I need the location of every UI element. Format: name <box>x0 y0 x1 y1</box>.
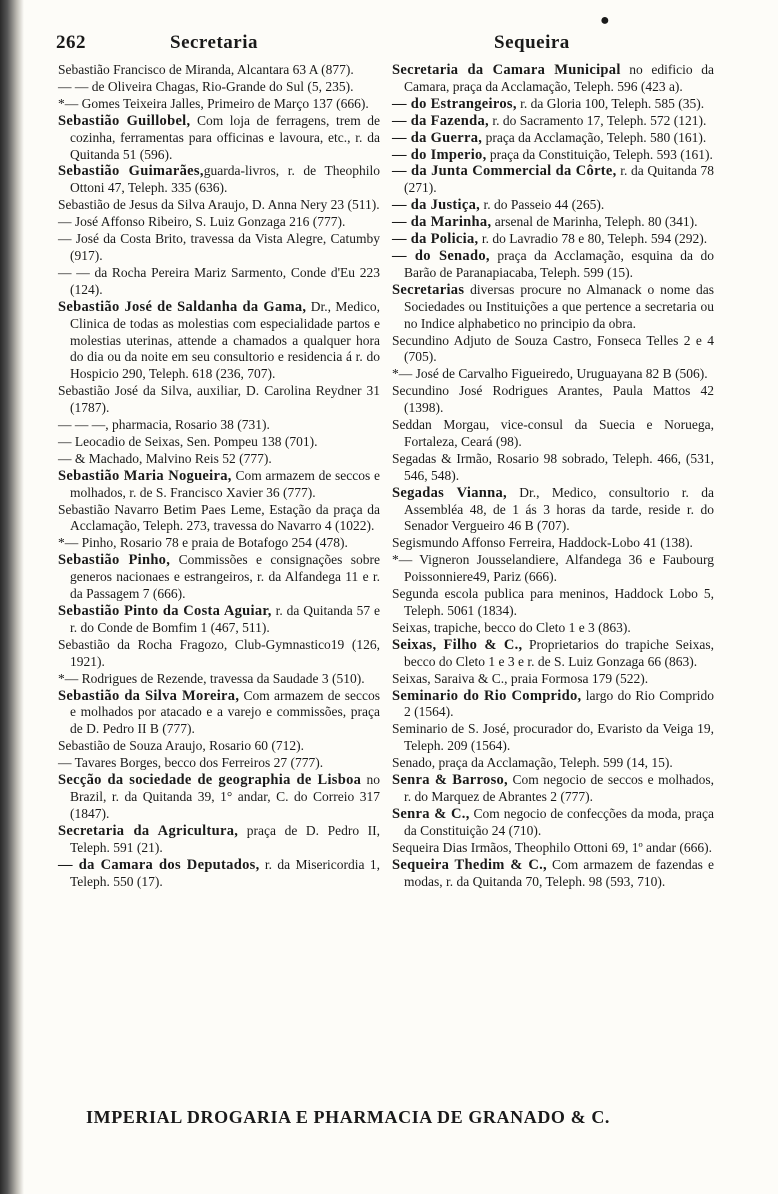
directory-entry <box>58 637 380 671</box>
entry-text: r. do Sacramento 17, Teleph. 572 (121). <box>488 112 707 128</box>
entry-text: — José Affonso Ribeiro, S. Luiz Gonzaga 216 (777). <box>58 214 346 230</box>
directory-entry <box>392 417 714 451</box>
directory-entry <box>392 231 714 248</box>
entry-text: Com loja de ferragens, trem de cozinha, ferramentas para officinas e lavoura, etc., r. da Quitanda 51 (596). <box>70 112 380 162</box>
entry-text: no Brazil, r. da Quitanda 39, 1° andar, C. do Correio 317 (1847). <box>70 772 380 821</box>
entry-text: Proprietarios do trapiche Seixas, becco do Cleto 1 e 3 e r. de S. Luiz Gonzaga 66 (863). <box>404 636 714 669</box>
directory-entry <box>58 671 380 688</box>
directory-entry <box>58 755 380 772</box>
entry-text: Com armazem de seccos e molhados, r. de S. Francisco Xavier 36 (777). <box>70 467 380 500</box>
left-running-head: Secretaria <box>170 32 258 53</box>
entry-name: — da Justiça, <box>392 197 481 214</box>
entry-text: Segadas & Irmão, Rosario 98 sobrado, Teleph. 466, (531, 546, 548). <box>392 450 714 483</box>
entry-name: — do Senado, <box>392 247 490 264</box>
entry-text: r. do Passeio 44 (265). <box>480 197 605 213</box>
entry-text: Sebastião de Souza Araujo, Rosario 60 (712). <box>58 738 304 754</box>
entry-text: — — —, pharmacia, Rosario 38 (731). <box>58 417 270 433</box>
entry-text: arsenal de Marinha, Teleph. 80 (341). <box>491 214 698 230</box>
entry-text: Com negocio de seccos e molhados, r. do Marquez de Abrantes 2 (777). <box>404 772 714 804</box>
directory-entry <box>392 333 714 367</box>
entry-name: Seixas, Filho & C., <box>392 636 523 653</box>
entry-text: diversas procure no Almanack o nome das Sociedades ou Instituições a que pertence a secretaria ou no Indice alphabetico no principio da obra. <box>404 281 714 331</box>
directory-entry <box>392 62 714 96</box>
directory-entry <box>58 552 380 603</box>
entry-text: Com armazem de seccos e molhados por atacado e a varejo e commissões, praça de D. Pedro II B (777). <box>70 687 380 737</box>
directory-entry <box>58 96 380 113</box>
entry-name: Seminario do Rio Comprido, <box>392 687 582 704</box>
directory-entry <box>58 688 380 739</box>
entry-text: guarda-livros, r. de Theophilo Ottoni 47, Teleph. 335 (636). <box>70 163 380 196</box>
entry-text: Com armazem de fazendas e modas, r. da Quitanda 70, Teleph. 98 (593, 710). <box>404 856 715 889</box>
directory-entry <box>58 383 380 417</box>
entry-name: Sebastião Maria Nogueira, <box>58 467 232 484</box>
entry-text: — Tavares Borges, becco dos Ferreiros 27 (777). <box>58 755 324 771</box>
right-running-head: Sequeira <box>494 32 570 53</box>
directory-entry <box>58 772 380 823</box>
directory-entry <box>392 383 714 417</box>
entry-name: Sebastião Pinto da Costa Aguiar, <box>58 603 272 619</box>
entry-name: Sebastião José de Saldanha da Gama, <box>58 298 307 315</box>
directory-entry <box>392 857 714 891</box>
directory-entry <box>58 265 380 299</box>
directory-entry <box>392 147 714 164</box>
entry-text: *— José de Carvalho Figueiredo, Uruguayana 82 B (506). <box>392 366 708 382</box>
entry-name: Sebastião da Silva Moreira, <box>58 687 240 704</box>
entry-name: — da Guerra, <box>392 129 483 146</box>
directory-entry <box>58 79 380 96</box>
directory-entry <box>58 535 380 552</box>
entry-name: — da Marinha, <box>392 214 492 231</box>
directory-entry <box>392 96 714 113</box>
entry-text: Sebastião Navarro Betim Paes Leme, Estação da praça da Acclamação, Teleph. 273, travessa do Navarro 4 (1022). <box>58 501 380 534</box>
directory-entry <box>58 214 380 231</box>
entry-text: praça da Acclamação, Teleph. 580 (161). <box>482 129 707 145</box>
entry-name: Senra & Barroso, <box>392 772 508 789</box>
directory-entry <box>58 163 380 197</box>
entry-text: Sebastião Francisco de Miranda, Alcantara 63 A (877). <box>58 62 354 77</box>
entry-text: Seixas, trapiche, becco do Cleto 1 e 3 (863). <box>392 619 631 635</box>
directory-entry <box>58 299 380 384</box>
entry-text: — José da Costa Brito, travessa da Vista Alegre, Catumby (917). <box>58 231 380 263</box>
entry-text: no edificio da Camara, praça da Acclamação, Teleph. 596 (423 a). <box>404 62 714 94</box>
directory-entry <box>58 502 380 536</box>
entry-text: r. da Quitanda 78 (271). <box>404 163 714 196</box>
entry-text: Com negocio de confecções da moda, praça da Constituição 24 (710). <box>404 805 714 838</box>
entry-text: Seminario de S. José, procurador do, Evaristo da Veiga 19, Teleph. 209 (1564). <box>392 721 714 754</box>
directory-entry <box>392 688 714 722</box>
entry-text: Seddan Morgau, vice-consul da Suecia e Noruega, Fortaleza, Ceará (98). <box>392 417 714 449</box>
entry-text: Seixas, Saraiva & C., praia Formosa 179 (522). <box>392 670 649 686</box>
directory-entry <box>392 637 714 671</box>
entry-text: Sebastião José da Silva, auxiliar, D. Carolina Reydner 31 (1787). <box>58 383 380 416</box>
page-number: 262 <box>56 32 86 53</box>
entry-name: — da Policia, <box>392 231 479 248</box>
directory-entry <box>392 451 714 485</box>
directory-entry <box>58 62 380 79</box>
entry-text: r. da Quitanda 57 e r. do Conde de Bomfim 1 (467, 511). <box>70 603 380 635</box>
entry-name: Secretaria da Agricultura, <box>58 822 239 839</box>
advertisement-footer: IMPERIAL DROGARIA E PHARMACIA DE GRANADO & C. <box>86 1107 611 1127</box>
directory-entry <box>392 721 714 755</box>
entry-text: *— Pinho, Rosario 78 e praia de Botafogo 254 (478). <box>58 535 348 551</box>
entry-name: Sequeira Thedim & C., <box>392 856 547 873</box>
entry-name: — da Junta Commercial da Côrte, <box>392 163 617 180</box>
directory-entry <box>392 248 714 282</box>
left-column <box>58 62 380 890</box>
entry-text: — Leocadio de Seixas, Sen. Pompeu 138 (701). <box>58 433 318 449</box>
entry-name: Sebastião Pinho, <box>58 552 171 569</box>
directory-entry <box>58 738 380 755</box>
entry-text: Sebastião da Rocha Fragozo, Club-Gymnastico19 (126, 1921). <box>58 636 380 669</box>
entry-text: praça de D. Pedro II, Teleph. 591 (21). <box>70 822 381 855</box>
entry-text: Dr., Medico, Clinica de todas as molestias com especialidade partos e molestias uterinas, attende a chamados a qualquer hora do dia ou da noite em seu consultorio e residencia á r. do Hospicio 290, Teleph. 618 (236, 707). <box>70 298 380 382</box>
directory-entry <box>58 857 380 891</box>
entry-name: — da Camara dos Deputados, <box>58 856 260 873</box>
directory-entry <box>58 468 380 502</box>
directory-entry <box>392 772 714 806</box>
entry-name: Segadas Vianna, <box>392 484 507 501</box>
directory-entry <box>392 552 714 586</box>
entry-text: — — de Oliveira Chagas, Rio-Grande do Sul (5, 235). <box>58 78 354 94</box>
directory-entry <box>58 231 380 265</box>
directory-entry <box>392 366 714 383</box>
directory-entry <box>392 130 714 147</box>
directory-entry <box>58 603 380 637</box>
entry-text: Senado, praça da Acclamação, Teleph. 599 (14, 15). <box>392 755 673 771</box>
entry-text: *— Rodrigues de Rezende, travessa da Saudade 3 (510). <box>58 670 365 686</box>
entry-name: Senra & C., <box>392 805 470 822</box>
entry-name: — do Estrangeiros, <box>392 95 517 112</box>
directory-entry <box>58 451 380 468</box>
directory-entry <box>58 434 380 451</box>
directory-entry <box>392 485 714 536</box>
entry-text: Secundino José Rodrigues Arantes, Paula Mattos 42 (1398). <box>392 383 714 416</box>
entry-name: — da Fazenda, <box>392 112 489 129</box>
directory-entry <box>58 823 380 857</box>
entry-text: Commissões e consignações sobre generos nacionaes e estrangeiros, r. da Alfandega 11 e r. da Passagem 7 (666). <box>70 552 381 602</box>
directory-entry <box>392 755 714 772</box>
entry-text: Sequeira Dias Irmãos, Theophilo Ottoni 69, 1º andar (666). <box>392 839 712 855</box>
directory-entry <box>58 417 380 434</box>
entry-text: — — da Rocha Pereira Mariz Sarmento, Conde d'Eu 223 (124). <box>58 264 380 297</box>
entry-text: Segunda escola publica para meninos, Haddock Lobo 5, Teleph. 5061 (1834). <box>392 586 714 618</box>
entry-name: Secção da sociedade de geographia de Lisboa <box>58 772 362 789</box>
directory-entry <box>392 113 714 130</box>
entry-text: Segismundo Affonso Ferreira, Haddock-Lobo 41 (138). <box>392 535 693 551</box>
entry-text: Sebastião de Jesus da Silva Araujo, D. Anna Nery 23 (511). <box>58 197 380 213</box>
entry-text: Secundino Adjuto de Souza Castro, Fonseca Telles 2 e 4 (705). <box>392 332 714 365</box>
directory-entry <box>392 840 714 857</box>
entry-text: Dr., Medico, consultorio r. da Assembléa 48, de 1 ás 3 horas da tarde, reside r. do Senador Vergueiro 46 B (707). <box>404 484 714 534</box>
directory-entry <box>392 671 714 688</box>
directory-entry <box>392 586 714 620</box>
page-mark: ● <box>600 12 610 29</box>
entry-name: Secretarias <box>392 281 465 298</box>
entry-text: *— Vigneron Jousselandiere, Alfandega 36 e Faubourg Poissonniere49, Pariz (666). <box>392 552 714 585</box>
page-binding-shadow <box>0 0 24 1194</box>
directory-entry <box>392 197 714 214</box>
directory-entry <box>392 282 714 333</box>
entry-text: *— Gomes Teixeira Jalles, Primeiro de Março 137 (666). <box>58 95 369 111</box>
entry-text: largo do Rio Comprido 2 (1564). <box>404 687 714 720</box>
entry-name: Secretaria da Camara Municipal <box>392 62 621 78</box>
directory-entry <box>392 163 714 197</box>
directory-entry <box>392 214 714 231</box>
directory-entry <box>58 113 380 164</box>
directory-entry <box>58 197 380 214</box>
entry-text: r. da Gloria 100, Teleph. 585 (35). <box>516 95 705 111</box>
entry-text: r. da Misericordia 1, Teleph. 550 (17). <box>70 856 380 889</box>
directory-entry <box>392 620 714 637</box>
entry-name: Sebastião Guillobel, <box>58 112 191 129</box>
entry-name: Sebastião Guimarães, <box>58 163 204 180</box>
entry-text: praça da Acclamação, esquina da do Barão de Paranapiacaba, Teleph. 599 (15). <box>404 247 714 280</box>
entry-text: praça da Constituição, Teleph. 593 (161). <box>486 146 713 162</box>
entry-text: — & Machado, Malvino Reis 52 (777). <box>58 450 272 466</box>
entry-name: — do Imperio, <box>392 146 487 163</box>
directory-entry <box>392 535 714 552</box>
right-column <box>392 62 714 890</box>
entry-text: r. do Lavradio 78 e 80, Teleph. 594 (292). <box>478 231 708 247</box>
directory-entry <box>392 806 714 840</box>
